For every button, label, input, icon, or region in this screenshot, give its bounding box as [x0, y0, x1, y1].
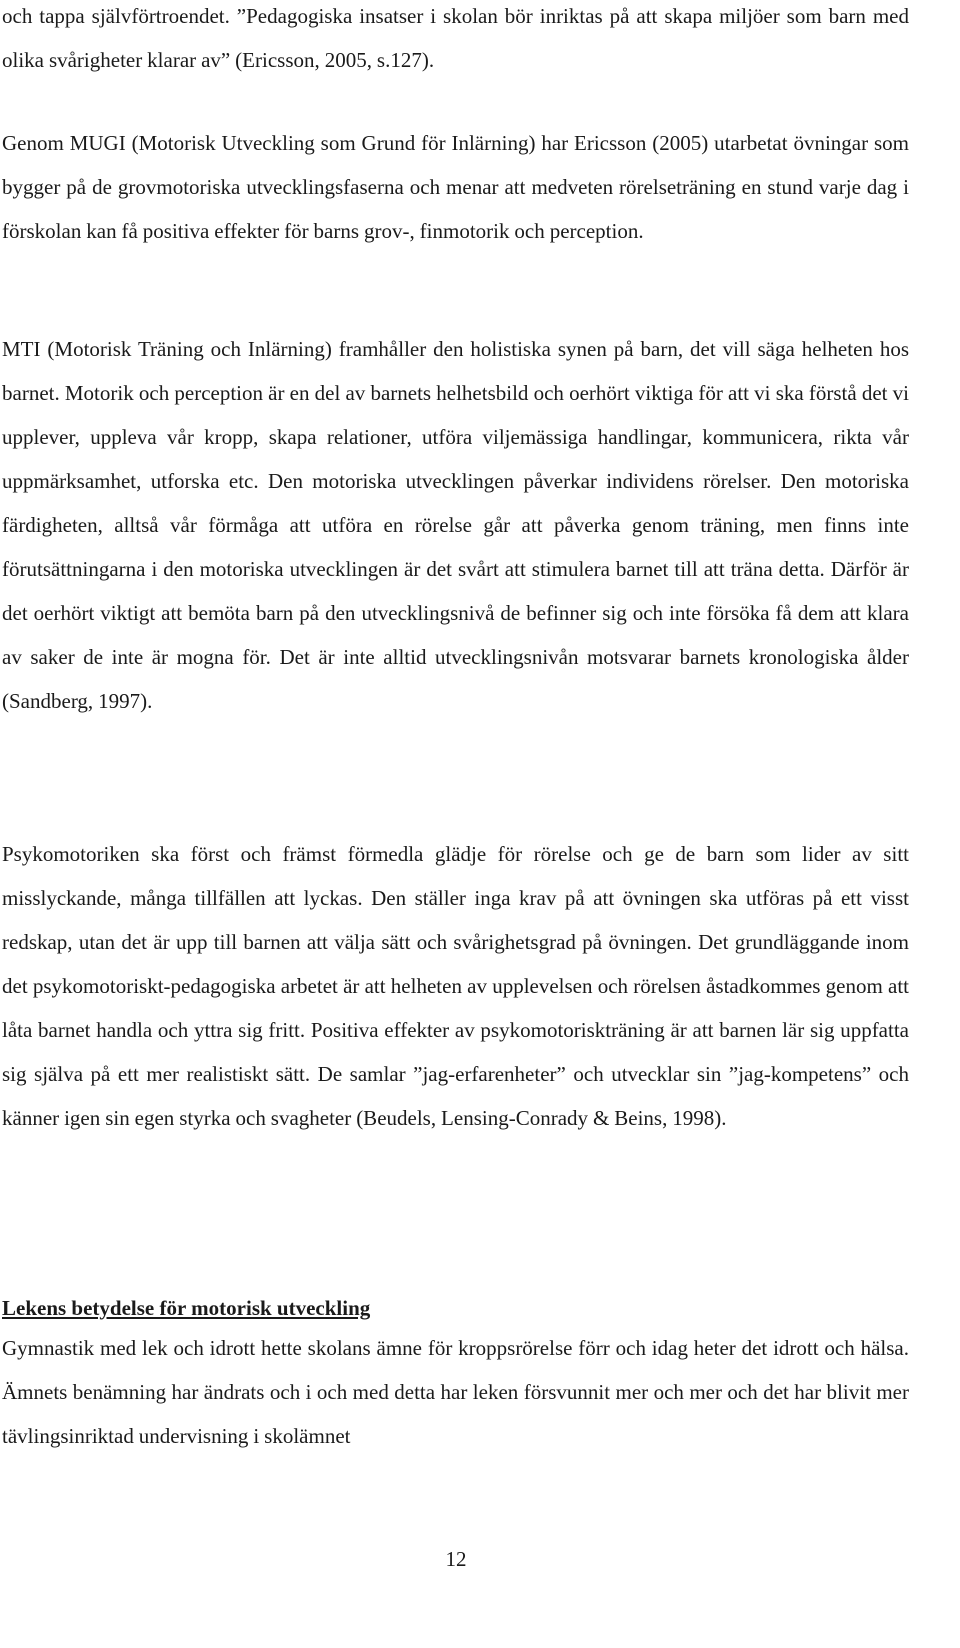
section-heading: Lekens betydelse för motorisk utveckling — [2, 1296, 371, 1320]
page-number: 12 — [445, 1547, 467, 1571]
paragraph-mti: MTI (Motorisk Träning och Inlärning) framhåller den holistiska synen på barn, det vill säga helheten hos barnet. Motorik och perception är en del av barnets helhetsbild och oerhört viktiga för att vi ska förstå det vi upplever, uppleva vår kropp, skapa relationer, utföra viljemässiga handlingar, kommunicera, rikta vår uppmärksamhet, utforska etc. Den motoriska utvecklingen påverkar individens rörelser. Den motoriska färdigheten, alltså vår förmåga att utföra en rörelse går att påverka genom träning, men finns inte förutsättningarna i den motoriska utvecklingen är det svårt att stimulera barnet till att träna detta. Därför är det oerhört viktigt att bemöta barn på den utvecklingsnivå de befinner sig och inte försöka få dem att klara av saker de inte är mogna för. Det är inte alltid utvecklingsnivån motsvarar barnets kronologiska ålder (Sandberg, 1997). — [2, 337, 909, 713]
paragraph-mugi: Genom MUGI (Motorisk Utveckling som Grund för Inlärning) har Ericsson (2005) utarbetat övningar som bygger på de grovmotoriska utvecklingsfaserna och menar att medveten rörelseträning en stund varje dag i förskolan kan få positiva effekter för barns grov-, finmotorik och perception. — [2, 131, 909, 243]
paragraph-intro-continuation: och tappa självförtroendet. ”Pedagogiska insatser i skolan bör inriktas på att skapa miljöer som barn med olika svårigheter klarar av” (Ericsson, 2005, s.127). — [2, 4, 909, 72]
paragraph-gymnastik: Gymnastik med lek och idrott hette skolans ämne för kroppsrörelse förr och idag heter det idrott och hälsa. Ämnets benämning har ändrats och i och med detta har leken försvunnit mer och mer och det har blivit mer tävlingsinriktad undervisning i skolämnet — [2, 1336, 909, 1448]
paragraph-psykomotorik: Psykomotoriken ska först och främst förmedla glädje för rörelse och ge de barn som lider av sitt misslyckande, många tillfällen att lyckas. Den ställer inga krav på att övningen ska utföras på ett visst redskap, utan det är upp till barnen att välja sätt och svårighetsgrad på övningen. Det grundläggande inom det psykomotoriskt-pedagogiska arbetet är att helheten av upplevelsen och rörelsen åstadkommes genom att låta barnet handla och yttra sig fritt. Positiva effekter av psykomotoriskträning är att barnen lär sig uppfatta sig själva på ett mer realistiskt sätt. De samlar ”jag-erfarenheter” och utvecklar sin ”jag-kompetens” och känner igen sin egen styrka och svagheter (Beudels, Lensing-Conrady & Beins, 1998). — [2, 842, 909, 1130]
